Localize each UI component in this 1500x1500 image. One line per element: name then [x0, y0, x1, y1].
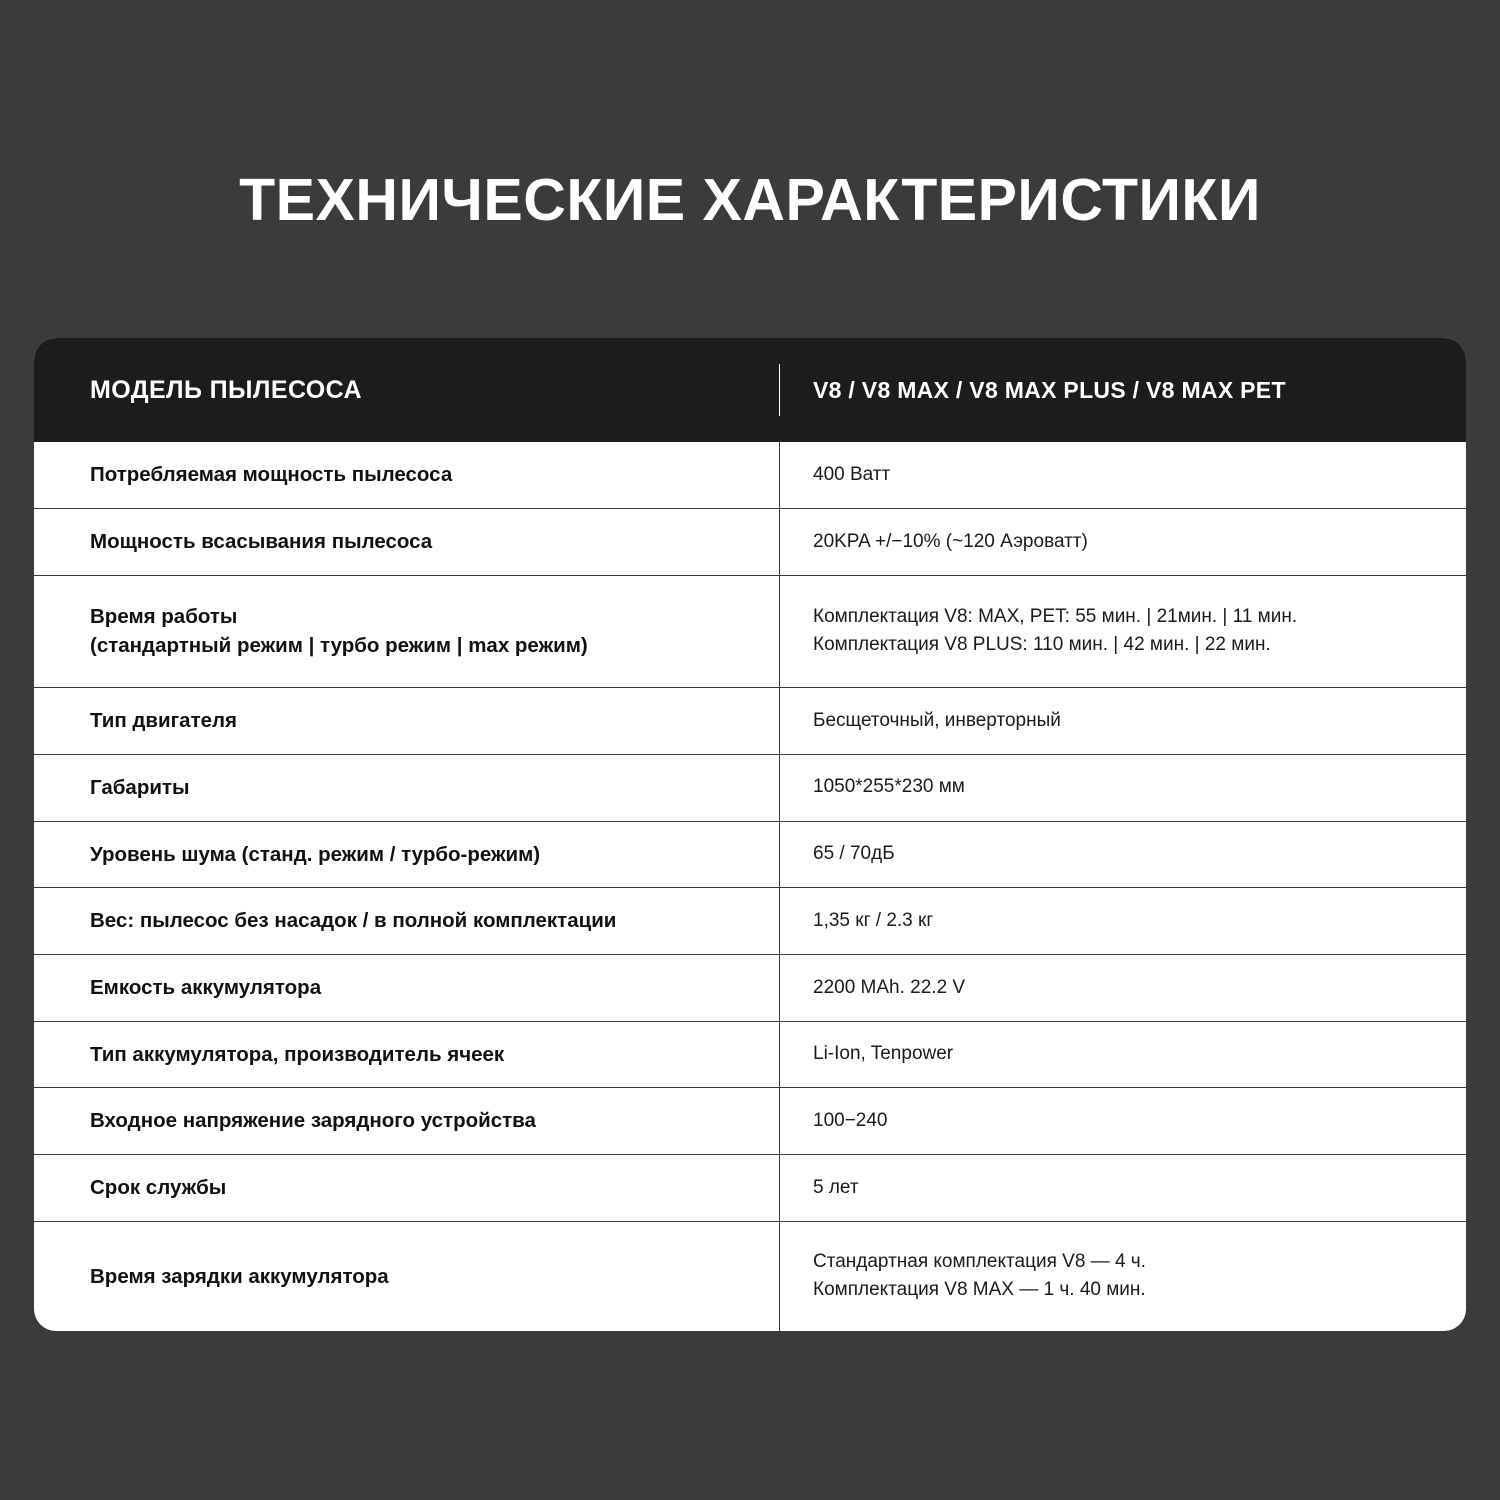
table-row	[34, 755, 1466, 822]
column-divider	[779, 888, 780, 954]
spec-value-line-2: Комплектация V8 PLUS: 110 мин. | 42 мин. | 22 мин.	[813, 634, 1271, 656]
table-header-row	[34, 338, 1466, 442]
spec-label: Срок службы	[90, 1176, 227, 1200]
table-row	[34, 888, 1466, 955]
column-divider	[779, 1155, 780, 1221]
spec-value: 2200 MAh. 22.2 V	[813, 976, 966, 998]
table-row	[34, 509, 1466, 576]
spec-value: 1050*255*230 мм	[813, 776, 965, 798]
column-divider	[779, 955, 780, 1021]
table-row	[34, 955, 1466, 1022]
spec-label: Емкость аккумулятора	[90, 976, 322, 999]
table-header-label: МОДЕЛЬ ПЫЛЕСОСА	[90, 376, 362, 404]
spec-value: 65 / 70дБ	[813, 843, 895, 865]
spec-value-line-1: Комплектация V8: MAX, PET: 55 мин. | 21мин. | 11 мин.	[813, 605, 1298, 627]
table-row	[34, 822, 1466, 889]
spec-value: 5 лет	[813, 1176, 859, 1198]
column-divider	[779, 509, 780, 575]
spec-label: Тип аккумулятора, производитель ячеек	[90, 1042, 505, 1066]
column-divider	[779, 442, 780, 508]
column-divider	[779, 1088, 780, 1154]
spec-value-line-2: Комплектация V8 MAX — 1 ч. 40 мин.	[813, 1279, 1146, 1301]
spec-label: Мощность всасывания пылесоса	[90, 529, 433, 553]
column-divider	[779, 755, 780, 821]
table-row	[34, 688, 1466, 755]
column-divider	[779, 576, 780, 687]
spec-value: 400 Ватт	[813, 463, 891, 485]
table-row	[34, 1022, 1466, 1089]
spec-value-line-1: Стандартная комплектация V8 — 4 ч.	[813, 1250, 1146, 1272]
spec-label: Тип двигателя	[90, 709, 238, 733]
spec-label: Входное напряжение зарядного устройства	[90, 1109, 536, 1133]
table-row	[34, 1155, 1466, 1222]
spec-label: Вес: пылесос без насадок / в полной комплектации	[90, 909, 617, 933]
column-divider	[779, 364, 780, 416]
column-divider	[779, 822, 780, 888]
spec-label: Уровень шума (станд. режим / турбо-режим)	[90, 842, 541, 866]
table-row	[34, 1222, 1466, 1331]
spec-value	[779, 1222, 1466, 1331]
spec-label	[34, 576, 779, 687]
page-title: ТЕХНИЧЕСКИЕ ХАРАКТЕРИСТИКИ	[239, 167, 1261, 233]
spec-value: Бесщеточный, инверторный	[813, 709, 1061, 731]
spec-value	[779, 576, 1466, 687]
column-divider	[779, 688, 780, 754]
spec-value: 100−240	[813, 1110, 888, 1132]
specifications-table	[34, 338, 1466, 1331]
table-row	[34, 442, 1466, 509]
spec-label: Время зарядки аккумулятора	[90, 1264, 389, 1288]
table-header-value: V8 / V8 MAX / V8 MAX PLUS / V8 MAX PET	[813, 376, 1286, 403]
spec-label: Потребляемая мощность пылесоса	[90, 463, 453, 487]
column-divider	[779, 1222, 780, 1331]
table-row	[34, 576, 1466, 688]
table-row	[34, 1088, 1466, 1155]
spec-label-line-2: (стандартный режим | турбо режим | max режим)	[90, 634, 588, 658]
spec-label: Габариты	[90, 775, 190, 799]
column-divider	[779, 1022, 780, 1088]
spec-label-line-1: Время работы	[90, 604, 238, 628]
spec-value: 20KPA +/−10% (~120 Аэроватт)	[813, 530, 1088, 552]
spec-value: Li-Ion, Tenpower	[813, 1043, 954, 1065]
spec-value: 1,35 кг / 2.3 кг	[813, 909, 934, 931]
